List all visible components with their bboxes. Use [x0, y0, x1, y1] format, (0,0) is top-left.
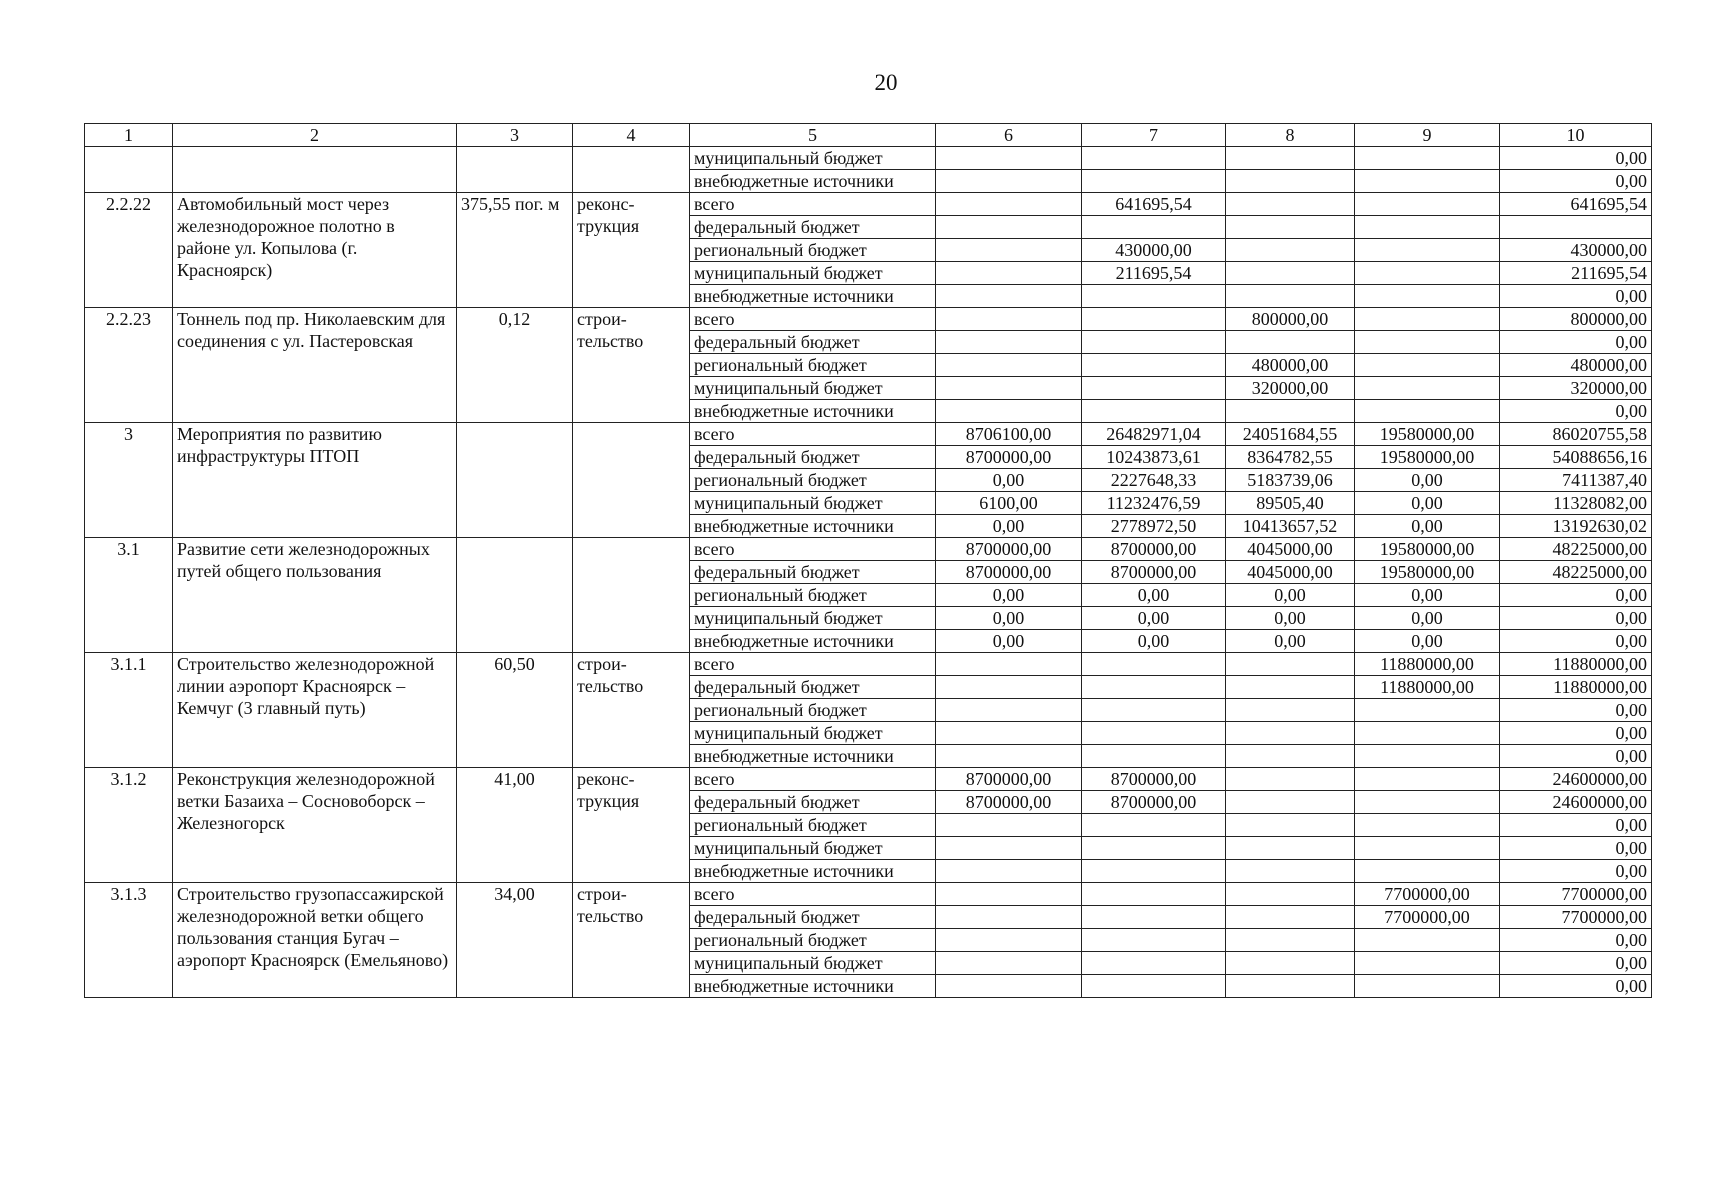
- column-number: 7: [1082, 124, 1226, 147]
- value-cell-col6: 0,00: [936, 469, 1082, 492]
- value-cell-col7: [1082, 722, 1226, 745]
- funding-source-cell: внебюджетные источники: [690, 400, 936, 423]
- total-cell: 0,00: [1500, 400, 1652, 423]
- item-work-type-cell: строи-тельство: [573, 883, 690, 998]
- total-cell: 641695,54: [1500, 193, 1652, 216]
- total-cell: 54088656,16: [1500, 446, 1652, 469]
- value-cell-col8: [1226, 814, 1355, 837]
- item-work-type-cell: [573, 423, 690, 538]
- total-cell: 11328082,00: [1500, 492, 1652, 515]
- item-number-cell: 3.1.2: [85, 768, 173, 883]
- value-cell-col6: [936, 331, 1082, 354]
- value-cell-col8: 800000,00: [1226, 308, 1355, 331]
- value-cell-col6: 8700000,00: [936, 446, 1082, 469]
- table-header: [85, 124, 1652, 147]
- value-cell-col7: [1082, 837, 1226, 860]
- total-cell: 24600000,00: [1500, 791, 1652, 814]
- total-cell: 0,00: [1500, 170, 1652, 193]
- value-cell-col7: [1082, 285, 1226, 308]
- value-cell-col6: [936, 308, 1082, 331]
- value-cell-col9: 0,00: [1355, 492, 1500, 515]
- value-cell-col7: [1082, 676, 1226, 699]
- value-cell-col6: [936, 400, 1082, 423]
- value-cell-col7: 8700000,00: [1082, 768, 1226, 791]
- value-cell-col6: [936, 653, 1082, 676]
- value-cell-col6: [936, 860, 1082, 883]
- value-cell-col7: [1082, 216, 1226, 239]
- value-cell-col6: [936, 262, 1082, 285]
- funding-source-cell: региональный бюджет: [690, 239, 936, 262]
- value-cell-col6: [936, 170, 1082, 193]
- funding-source-cell: федеральный бюджет: [690, 791, 936, 814]
- value-cell-col7: 211695,54: [1082, 262, 1226, 285]
- item-work-type-cell: строи-тельство: [573, 653, 690, 768]
- value-cell-col9: [1355, 975, 1500, 998]
- total-cell: 0,00: [1500, 584, 1652, 607]
- value-cell-col7: 8700000,00: [1082, 561, 1226, 584]
- item-number-cell: 2.2.22: [85, 193, 173, 308]
- empty-cell: [573, 147, 690, 193]
- value-cell-col8: [1226, 906, 1355, 929]
- value-cell-col8: 8364782,55: [1226, 446, 1355, 469]
- value-cell-col6: 8700000,00: [936, 791, 1082, 814]
- item-quantity-cell: 375,55 пог. м: [457, 193, 573, 308]
- value-cell-col7: 430000,00: [1082, 239, 1226, 262]
- value-cell-col8: [1226, 653, 1355, 676]
- total-cell: 0,00: [1500, 814, 1652, 837]
- funding-source-cell: внебюджетные источники: [690, 745, 936, 768]
- value-cell-col6: 8700000,00: [936, 768, 1082, 791]
- funding-source-cell: муниципальный бюджет: [690, 952, 936, 975]
- value-cell-col9: 0,00: [1355, 630, 1500, 653]
- value-cell-col8: [1226, 170, 1355, 193]
- value-cell-col8: [1226, 262, 1355, 285]
- value-cell-col9: 0,00: [1355, 469, 1500, 492]
- value-cell-col9: [1355, 216, 1500, 239]
- value-cell-col7: [1082, 170, 1226, 193]
- funding-source-cell: региональный бюджет: [690, 929, 936, 952]
- value-cell-col9: 7700000,00: [1355, 906, 1500, 929]
- total-cell: 11880000,00: [1500, 676, 1652, 699]
- value-cell-col7: 0,00: [1082, 607, 1226, 630]
- value-cell-col9: [1355, 745, 1500, 768]
- item-description-cell: Автомобильный мост через железнодорожное полотно в районе ул. Копылова (г. Красноярск): [173, 193, 457, 308]
- value-cell-col6: [936, 216, 1082, 239]
- funding-source-cell: региональный бюджет: [690, 584, 936, 607]
- value-cell-col9: [1355, 768, 1500, 791]
- funding-source-cell: всего: [690, 653, 936, 676]
- funding-source-cell: региональный бюджет: [690, 699, 936, 722]
- value-cell-col9: 0,00: [1355, 607, 1500, 630]
- empty-cell: [173, 147, 457, 193]
- funding-source-cell: федеральный бюджет: [690, 446, 936, 469]
- column-number-row: [85, 124, 1652, 147]
- value-cell-col6: 6100,00: [936, 492, 1082, 515]
- value-cell-col8: 480000,00: [1226, 354, 1355, 377]
- value-cell-col6: [936, 193, 1082, 216]
- item-number-cell: 3: [85, 423, 173, 538]
- value-cell-col8: 10413657,52: [1226, 515, 1355, 538]
- value-cell-col8: 320000,00: [1226, 377, 1355, 400]
- column-number: 8: [1226, 124, 1355, 147]
- value-cell-col9: 19580000,00: [1355, 423, 1500, 446]
- column-number: 5: [690, 124, 936, 147]
- value-cell-col6: [936, 883, 1082, 906]
- item-number-cell: 3.1.1: [85, 653, 173, 768]
- total-cell: 13192630,02: [1500, 515, 1652, 538]
- value-cell-col9: [1355, 400, 1500, 423]
- value-cell-col8: [1226, 676, 1355, 699]
- funding-source-cell: муниципальный бюджет: [690, 607, 936, 630]
- value-cell-col6: [936, 699, 1082, 722]
- value-cell-col7: 2227648,33: [1082, 469, 1226, 492]
- funding-source-cell: муниципальный бюджет: [690, 837, 936, 860]
- value-cell-col9: [1355, 722, 1500, 745]
- value-cell-col9: [1355, 147, 1500, 170]
- table-row: [85, 308, 1652, 331]
- item-work-type-cell: строи-тельство: [573, 308, 690, 423]
- page-number: 20: [874, 70, 898, 95]
- total-cell: 48225000,00: [1500, 538, 1652, 561]
- value-cell-col7: 8700000,00: [1082, 538, 1226, 561]
- value-cell-col7: [1082, 653, 1226, 676]
- total-cell: 0,00: [1500, 975, 1652, 998]
- total-cell: 0,00: [1500, 285, 1652, 308]
- value-cell-col8: 24051684,55: [1226, 423, 1355, 446]
- value-cell-col9: [1355, 860, 1500, 883]
- item-number-cell: 2.2.23: [85, 308, 173, 423]
- value-cell-col7: [1082, 906, 1226, 929]
- total-cell: 0,00: [1500, 837, 1652, 860]
- value-cell-col9: 19580000,00: [1355, 446, 1500, 469]
- column-number: 1: [85, 124, 173, 147]
- item-quantity-cell: [457, 423, 573, 538]
- funding-source-cell: муниципальный бюджет: [690, 147, 936, 170]
- funding-source-cell: федеральный бюджет: [690, 906, 936, 929]
- funding-source-cell: муниципальный бюджет: [690, 492, 936, 515]
- item-description-cell: Строительство железнодорожной линии аэропорт Красноярск – Кемчуг (3 главный путь): [173, 653, 457, 768]
- value-cell-col7: [1082, 883, 1226, 906]
- value-cell-col6: [936, 285, 1082, 308]
- total-cell: 0,00: [1500, 952, 1652, 975]
- value-cell-col8: 5183739,06: [1226, 469, 1355, 492]
- total-cell: 430000,00: [1500, 239, 1652, 262]
- empty-cell: [457, 147, 573, 193]
- value-cell-col6: 8700000,00: [936, 561, 1082, 584]
- value-cell-col7: [1082, 929, 1226, 952]
- item-work-type-cell: реконс-трукция: [573, 193, 690, 308]
- table-row: [85, 883, 1652, 906]
- total-cell: 0,00: [1500, 929, 1652, 952]
- value-cell-col8: [1226, 860, 1355, 883]
- value-cell-col8: 4045000,00: [1226, 561, 1355, 584]
- item-quantity-cell: 0,12: [457, 308, 573, 423]
- value-cell-col7: [1082, 354, 1226, 377]
- value-cell-col8: [1226, 193, 1355, 216]
- item-quantity-cell: 60,50: [457, 653, 573, 768]
- value-cell-col7: 26482971,04: [1082, 423, 1226, 446]
- value-cell-col8: 89505,40: [1226, 492, 1355, 515]
- funding-source-cell: всего: [690, 423, 936, 446]
- funding-source-cell: муниципальный бюджет: [690, 262, 936, 285]
- value-cell-col7: [1082, 147, 1226, 170]
- value-cell-col6: 0,00: [936, 515, 1082, 538]
- empty-cell: [85, 147, 173, 193]
- value-cell-col7: [1082, 860, 1226, 883]
- total-cell: 480000,00: [1500, 354, 1652, 377]
- funding-source-cell: всего: [690, 883, 936, 906]
- value-cell-col6: 0,00: [936, 584, 1082, 607]
- table-row: [85, 538, 1652, 561]
- value-cell-col7: [1082, 745, 1226, 768]
- value-cell-col9: [1355, 331, 1500, 354]
- value-cell-col8: [1226, 722, 1355, 745]
- item-quantity-cell: 34,00: [457, 883, 573, 998]
- total-cell: 0,00: [1500, 745, 1652, 768]
- funding-source-cell: региональный бюджет: [690, 469, 936, 492]
- funding-source-cell: внебюджетные источники: [690, 975, 936, 998]
- item-work-type-cell: реконс-трукция: [573, 768, 690, 883]
- total-cell: 24600000,00: [1500, 768, 1652, 791]
- item-number-cell: 3.1: [85, 538, 173, 653]
- value-cell-col7: [1082, 975, 1226, 998]
- total-cell: 0,00: [1500, 331, 1652, 354]
- value-cell-col6: 0,00: [936, 607, 1082, 630]
- item-description-cell: Тоннель под пр. Николаевским для соединения с ул. Пастеровская: [173, 308, 457, 423]
- value-cell-col6: 0,00: [936, 630, 1082, 653]
- value-cell-col9: 0,00: [1355, 515, 1500, 538]
- item-description-cell: Мероприятия по развитию инфраструктуры ПТОП: [173, 423, 457, 538]
- value-cell-col7: [1082, 331, 1226, 354]
- value-cell-col9: 19580000,00: [1355, 538, 1500, 561]
- value-cell-col9: [1355, 952, 1500, 975]
- value-cell-col7: 11232476,59: [1082, 492, 1226, 515]
- total-cell: 11880000,00: [1500, 653, 1652, 676]
- column-number: 6: [936, 124, 1082, 147]
- value-cell-col6: [936, 975, 1082, 998]
- value-cell-col7: [1082, 814, 1226, 837]
- funding-source-cell: внебюджетные источники: [690, 285, 936, 308]
- value-cell-col6: [936, 952, 1082, 975]
- value-cell-col9: [1355, 308, 1500, 331]
- funding-source-cell: региональный бюджет: [690, 354, 936, 377]
- value-cell-col9: 0,00: [1355, 584, 1500, 607]
- total-cell: 211695,54: [1500, 262, 1652, 285]
- funding-source-cell: федеральный бюджет: [690, 216, 936, 239]
- funding-source-cell: федеральный бюджет: [690, 331, 936, 354]
- value-cell-col8: [1226, 147, 1355, 170]
- value-cell-col9: [1355, 791, 1500, 814]
- value-cell-col9: [1355, 837, 1500, 860]
- table-body: [85, 147, 1652, 998]
- value-cell-col9: [1355, 377, 1500, 400]
- funding-source-cell: внебюджетные источники: [690, 170, 936, 193]
- value-cell-col7: [1082, 400, 1226, 423]
- item-description-cell: Строительство грузопассажирской железнодорожной ветки общего пользования станция Бугач – аэропорт Красноярск (Емельяново): [173, 883, 457, 998]
- value-cell-col7: 0,00: [1082, 630, 1226, 653]
- value-cell-col8: 0,00: [1226, 607, 1355, 630]
- funding-source-cell: муниципальный бюджет: [690, 722, 936, 745]
- value-cell-col8: [1226, 791, 1355, 814]
- table-row: [85, 147, 1652, 170]
- value-cell-col8: [1226, 975, 1355, 998]
- value-cell-col7: 641695,54: [1082, 193, 1226, 216]
- value-cell-col6: [936, 814, 1082, 837]
- column-number: 2: [173, 124, 457, 147]
- value-cell-col8: [1226, 285, 1355, 308]
- column-number: 9: [1355, 124, 1500, 147]
- funding-source-cell: внебюджетные источники: [690, 630, 936, 653]
- total-cell: 7700000,00: [1500, 906, 1652, 929]
- value-cell-col9: [1355, 814, 1500, 837]
- budget-table: [84, 123, 1652, 998]
- value-cell-col8: 0,00: [1226, 630, 1355, 653]
- item-work-type-cell: [573, 538, 690, 653]
- value-cell-col8: [1226, 331, 1355, 354]
- value-cell-col8: [1226, 400, 1355, 423]
- value-cell-col8: [1226, 699, 1355, 722]
- value-cell-col8: 0,00: [1226, 584, 1355, 607]
- value-cell-col6: [936, 147, 1082, 170]
- value-cell-col9: [1355, 193, 1500, 216]
- value-cell-col8: [1226, 837, 1355, 860]
- funding-source-cell: внебюджетные источники: [690, 515, 936, 538]
- total-cell: 0,00: [1500, 630, 1652, 653]
- total-cell: 0,00: [1500, 722, 1652, 745]
- funding-source-cell: внебюджетные источники: [690, 860, 936, 883]
- funding-source-cell: всего: [690, 768, 936, 791]
- value-cell-col6: [936, 354, 1082, 377]
- column-number: 4: [573, 124, 690, 147]
- value-cell-col7: [1082, 952, 1226, 975]
- table-row: [85, 193, 1652, 216]
- value-cell-col7: 2778972,50: [1082, 515, 1226, 538]
- value-cell-col9: [1355, 929, 1500, 952]
- value-cell-col8: [1226, 216, 1355, 239]
- funding-source-cell: федеральный бюджет: [690, 676, 936, 699]
- value-cell-col6: [936, 906, 1082, 929]
- column-number: 3: [457, 124, 573, 147]
- value-cell-col7: [1082, 699, 1226, 722]
- total-cell: 7700000,00: [1500, 883, 1652, 906]
- value-cell-col9: 19580000,00: [1355, 561, 1500, 584]
- funding-source-cell: всего: [690, 308, 936, 331]
- total-cell: 7411387,40: [1500, 469, 1652, 492]
- value-cell-col9: [1355, 285, 1500, 308]
- value-cell-col6: 8700000,00: [936, 538, 1082, 561]
- value-cell-col7: [1082, 308, 1226, 331]
- value-cell-col6: [936, 377, 1082, 400]
- total-cell: 800000,00: [1500, 308, 1652, 331]
- value-cell-col6: [936, 745, 1082, 768]
- item-description-cell: Развитие сети железнодорожных путей общего пользования: [173, 538, 457, 653]
- value-cell-col8: [1226, 768, 1355, 791]
- table-row: [85, 653, 1652, 676]
- value-cell-col8: [1226, 883, 1355, 906]
- funding-source-cell: федеральный бюджет: [690, 561, 936, 584]
- value-cell-col9: [1355, 262, 1500, 285]
- value-cell-col9: 11880000,00: [1355, 653, 1500, 676]
- total-cell: [1500, 216, 1652, 239]
- value-cell-col6: [936, 837, 1082, 860]
- item-number-cell: 3.1.3: [85, 883, 173, 998]
- value-cell-col9: [1355, 170, 1500, 193]
- value-cell-col8: [1226, 929, 1355, 952]
- value-cell-col6: [936, 722, 1082, 745]
- value-cell-col6: [936, 929, 1082, 952]
- value-cell-col8: [1226, 239, 1355, 262]
- total-cell: 320000,00: [1500, 377, 1652, 400]
- total-cell: 0,00: [1500, 147, 1652, 170]
- value-cell-col7: 8700000,00: [1082, 791, 1226, 814]
- total-cell: 86020755,58: [1500, 423, 1652, 446]
- item-quantity-cell: [457, 538, 573, 653]
- funding-source-cell: региональный бюджет: [690, 814, 936, 837]
- value-cell-col8: 4045000,00: [1226, 538, 1355, 561]
- table-row: [85, 768, 1652, 791]
- value-cell-col9: [1355, 699, 1500, 722]
- total-cell: 0,00: [1500, 699, 1652, 722]
- value-cell-col8: [1226, 952, 1355, 975]
- value-cell-col9: 7700000,00: [1355, 883, 1500, 906]
- item-description-cell: Реконструкция железнодорожной ветки Базаиха – Сосновоборск – Железногорск: [173, 768, 457, 883]
- funding-source-cell: всего: [690, 193, 936, 216]
- item-quantity-cell: 41,00: [457, 768, 573, 883]
- value-cell-col7: 10243873,61: [1082, 446, 1226, 469]
- column-number: 10: [1500, 124, 1652, 147]
- total-cell: 0,00: [1500, 607, 1652, 630]
- table-row: [85, 423, 1652, 446]
- value-cell-col7: [1082, 377, 1226, 400]
- value-cell-col6: 8706100,00: [936, 423, 1082, 446]
- funding-source-cell: всего: [690, 538, 936, 561]
- value-cell-col9: [1355, 354, 1500, 377]
- total-cell: 48225000,00: [1500, 561, 1652, 584]
- funding-source-cell: муниципальный бюджет: [690, 377, 936, 400]
- value-cell-col8: [1226, 745, 1355, 768]
- value-cell-col9: [1355, 239, 1500, 262]
- value-cell-col6: [936, 239, 1082, 262]
- value-cell-col7: 0,00: [1082, 584, 1226, 607]
- value-cell-col6: [936, 676, 1082, 699]
- total-cell: 0,00: [1500, 860, 1652, 883]
- value-cell-col9: 11880000,00: [1355, 676, 1500, 699]
